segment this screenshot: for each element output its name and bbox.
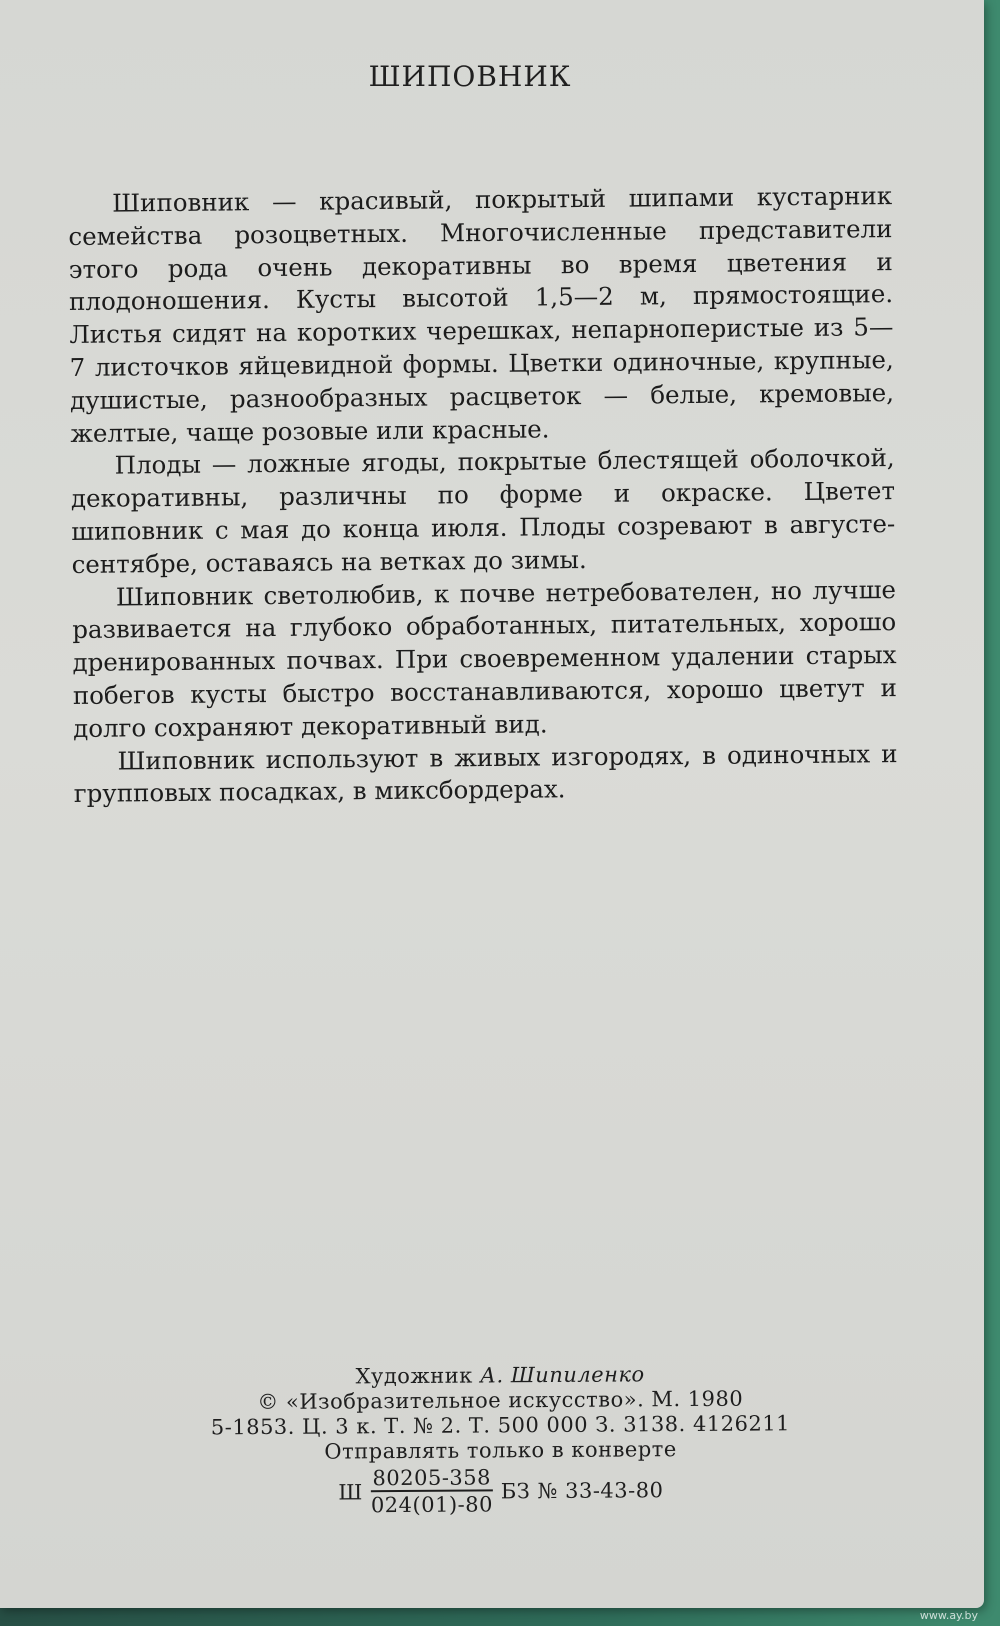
code-numerator: 80205-358: [370, 1465, 493, 1492]
print-info-line: 5-1853. Ц. 3 к. Т. № 2. Т. 500 000 З. 3138. 4126211: [210, 1411, 791, 1440]
site-watermark: www.ay.by: [919, 1609, 978, 1622]
page-title: ШИПОВНИК: [368, 60, 572, 93]
paragraph-3: Шиповник светолюбив, к почве нетребователен, но лучше развивается на глубоко обработанных, питательных, хорошо дренированных почвах. При своевременном удалении старых побегов кусты быстро восстанавливаются, хорошо цветут и долго сохраняют декоративный вид.: [72, 574, 897, 743]
publisher-line: © «Изобразительное искусство». М. 1980: [257, 1386, 744, 1415]
code-fraction: [369, 1465, 495, 1518]
article-body: [68, 180, 898, 811]
artist-name: А. Шипиленко: [479, 1362, 645, 1388]
mailing-note: Отправлять только в конверте: [324, 1437, 677, 1464]
code-denominator: 024(01)-80: [370, 1492, 493, 1518]
artist-label: Художник: [355, 1363, 473, 1389]
imprint-block: [120, 1361, 881, 1520]
code-suffix: БЗ № 33-43-80: [500, 1477, 664, 1503]
catalog-code: [121, 1463, 881, 1520]
paragraph-1: Шиповник — красивый, покрытый шипами кустарник семейства розоцветных. Многочисленные представители этого рода очень декоративны во время цветения и плодоношения. Кусты высотой 1,5—2 м, прямостоящие. Листья сидят на коротких черешках, непарноперистые из 5—7 листочков яйцевидной формы. Цветки одиночные, крупные, душистые, разнообразных расцветок — белые, кремовые, желтые, чаще розовые или красные.: [68, 181, 895, 448]
paragraph-4: Шиповник используют в живых изгородях, в одиночных и групповых посадках, в миксбордерах.: [73, 738, 898, 809]
paragraph-2: Плоды — ложные ягоды, покрытые блестящей оболочкой, декоративны, различны по форме и окраске. Цветет шиповник с мая до конца июля. Плоды созревают в августе-сентябре, оставаясь на ветках до зимы.: [70, 443, 896, 579]
code-prefix: Ш: [338, 1479, 363, 1504]
